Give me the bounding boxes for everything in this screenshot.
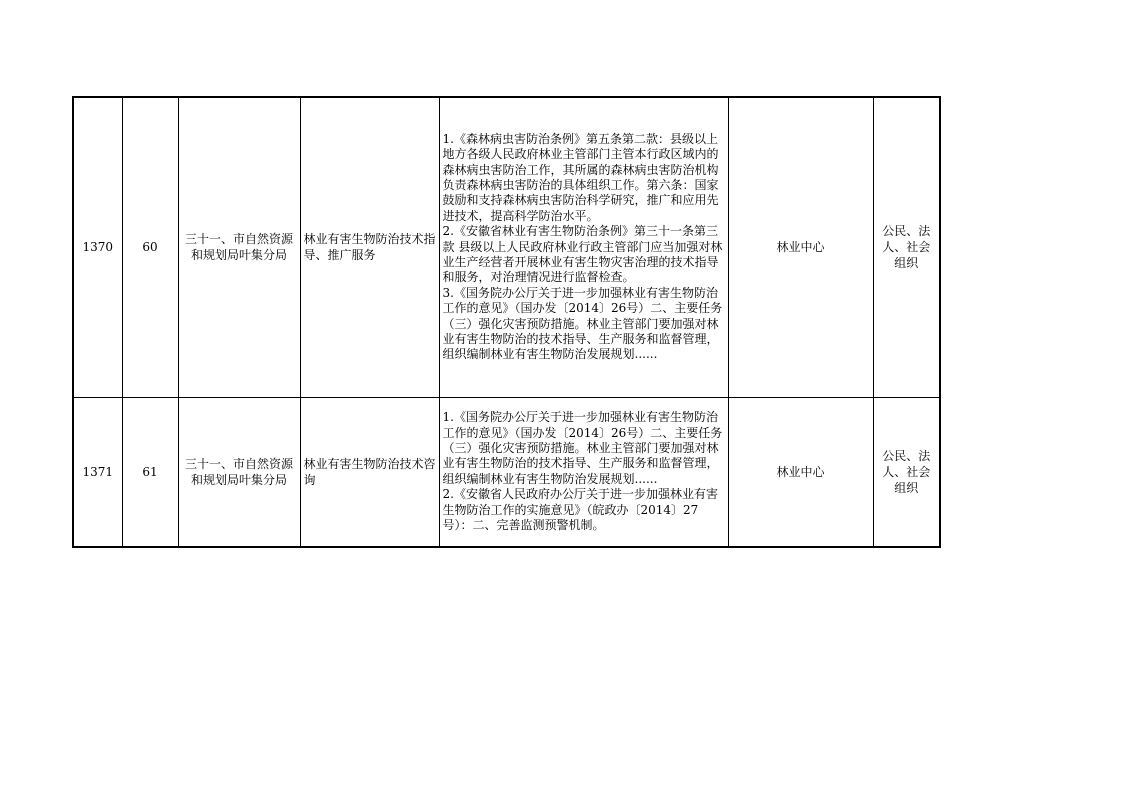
row-sub-number: 61 — [122, 397, 178, 547]
row-number: 1371 — [73, 397, 122, 547]
legal-basis-cell — [439, 97, 728, 397]
responsible-unit-cell: 林业中心 — [728, 397, 873, 547]
service-item-cell: 林业有害生物防治技术指导、推广服务 — [300, 97, 439, 397]
department-cell: 三十一、市自然资源和规划局叶集分局 — [178, 397, 300, 547]
row-number: 1370 — [73, 97, 122, 397]
legal-basis-cell — [439, 397, 728, 547]
legal-basis-paragraph: 3.《国务院办公厅关于进一步加强林业有害生物防治工作的意见》（国办发〔2014〕26号）二、主要任务（三）强化灾害预防措施。林业主管部门要加强对林业有害生物防治的技术指导、生产服务和监督管理，组织编制林业有害生物防治发展规划...... — [442, 285, 723, 362]
legal-basis-paragraph: 2.《安徽省人民政府办公厅关于进一步加强林业有害生物防治工作的实施意见》（皖政办〔2014〕27号）：二、完善监测预警机制。 — [442, 487, 718, 532]
legal-basis-paragraph: 1.《国务院办公厅关于进一步加强林业有害生物防治工作的意见》（国办发〔2014〕26号）二、主要任务（三）强化灾害预防措施。林业主管部门要加强对林业有害生物防治的技术指导、生产服务和监督管理，组织编制林业有害生物防治发展规划...... — [442, 410, 723, 486]
responsible-unit-cell: 林业中心 — [728, 97, 873, 397]
table-row — [73, 97, 940, 397]
department-cell: 三十一、市自然资源和规划局叶集分局 — [178, 97, 300, 397]
service-target-cell: 公民、法人、社会组织 — [873, 97, 940, 397]
table-row — [73, 397, 940, 547]
service-target-cell: 公民、法人、社会组织 — [873, 397, 940, 547]
legal-basis-paragraph: 1.《森林病虫害防治条例》第五条第二款：县级以上地方各级人民政府林业主管部门主管本行政区域内的森林病虫害防治工作，其所属的森林病虫害防治机构负责森林病虫害防治的具体组织工作。第六条：国家鼓励和支持森林病虫害防治科学研究，推广和应用先进技术，提高科学防治水平。 — [442, 131, 719, 223]
row-sub-number: 60 — [122, 97, 178, 397]
legal-basis-paragraph: 2.《安徽省林业有害生物防治条例》第三十一条第三款 县级以上人民政府林业行政主管部门应当加强对林业生产经营者开展林业有害生物灾害治理的技术指导和服务，对治理情况进行监督检查。 — [442, 224, 723, 285]
service-item-cell: 林业有害生物防治技术咨询 — [300, 397, 439, 547]
service-list-table — [72, 96, 941, 548]
